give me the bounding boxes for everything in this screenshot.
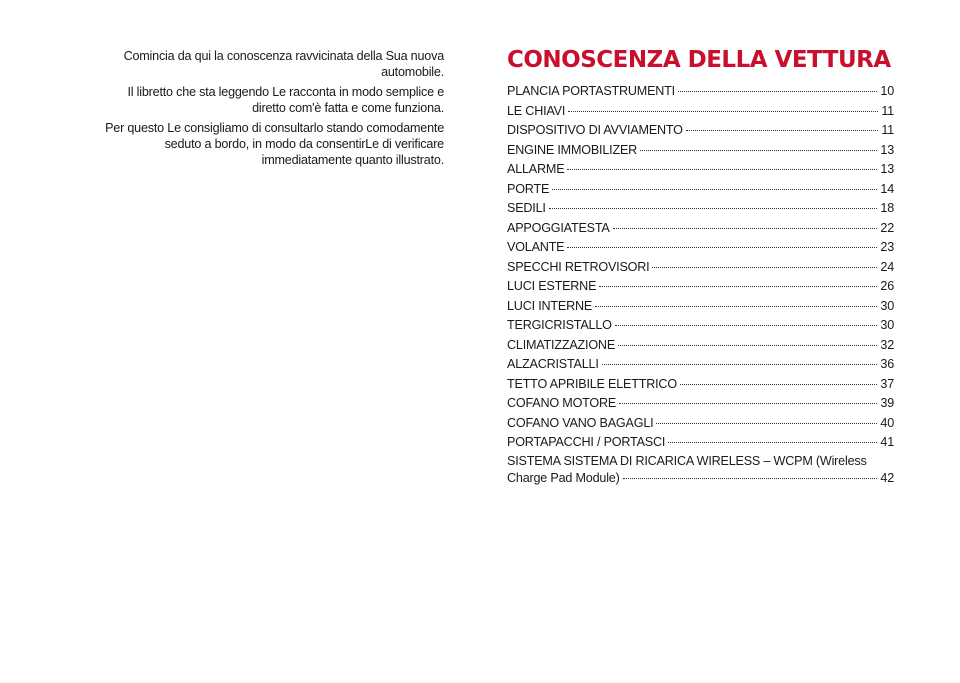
toc-entry-page: 32 <box>880 337 894 352</box>
toc-entry-label: LE CHIAVI <box>507 103 566 118</box>
toc-entry-label: LUCI INTERNE <box>507 298 593 313</box>
toc-entry-porte[interactable] <box>507 180 894 200</box>
toc-entry-portapacchi-portasci[interactable] <box>507 433 894 453</box>
toc-entry-page: 14 <box>880 181 894 196</box>
intro-text <box>100 48 444 172</box>
toc-entry-page: 23 <box>880 240 894 254</box>
toc-entry-page: 10 <box>880 84 894 98</box>
toc-leader-dots <box>623 478 878 479</box>
toc-leader-dots <box>678 91 877 92</box>
toc-entry-label: COFANO VANO BAGAGLI <box>507 415 654 430</box>
toc-entry-page: 13 <box>880 142 894 157</box>
toc-entry-climatizzazione[interactable] <box>507 336 894 356</box>
toc-leader-dots <box>619 403 877 404</box>
toc-entry-page: 36 <box>880 357 894 371</box>
toc-entry-engine-immobilizer[interactable] <box>507 141 894 161</box>
toc-entry-label-line2: Charge Pad Module) <box>507 470 620 485</box>
toc-entry-luci-interne[interactable] <box>507 297 894 317</box>
toc-entry-alzacristalli[interactable] <box>507 355 894 375</box>
toc-entry-label: PORTAPACCHI / PORTASCI <box>507 435 666 449</box>
toc-entry-label: ENGINE IMMOBILIZER <box>507 142 638 157</box>
section-title: CONOSCENZA DELLA VETTURA <box>507 47 891 73</box>
toc-entry-label: SPECCHI RETROVISORI <box>507 259 650 274</box>
toc-leader-dots <box>640 150 877 151</box>
toc-entry-label: ALZACRISTALLI <box>507 357 599 371</box>
toc-entry-label: VOLANTE <box>507 240 565 254</box>
toc-entry-line2 <box>507 470 894 487</box>
toc-leader-dots <box>618 345 877 346</box>
toc-leader-dots <box>568 111 878 112</box>
toc-entry-label: TETTO APRIBILE ELETTRICO <box>507 376 677 391</box>
toc-leader-dots <box>549 208 878 209</box>
toc-entry-page: 40 <box>880 415 894 430</box>
toc-entry-page: 24 <box>880 259 894 274</box>
toc-entry-specchi-retrovisori[interactable] <box>507 258 894 278</box>
toc-entry-sistema-ricarica-wireless[interactable] <box>507 453 894 487</box>
toc-entry-dispositivo-di-avviamento[interactable] <box>507 121 894 141</box>
toc-entry-page: 18 <box>880 201 894 215</box>
toc-entry-allarme[interactable] <box>507 160 894 180</box>
toc-entry-page: 11 <box>881 103 894 118</box>
toc-entry-volante[interactable] <box>507 238 894 258</box>
toc-leader-dots <box>552 189 877 190</box>
toc-leader-dots <box>656 423 877 424</box>
toc-leader-dots <box>595 306 877 307</box>
toc-entry-label: ALLARME <box>507 162 565 176</box>
toc-entry-tetto-apribile-elettrico[interactable] <box>507 375 894 395</box>
toc-entry-page: 30 <box>880 298 894 313</box>
toc-entry-luci-esterne[interactable] <box>507 277 894 297</box>
toc-list <box>507 82 894 487</box>
toc-entry-le-chiavi[interactable] <box>507 102 894 122</box>
toc-entry-page: 30 <box>880 318 894 332</box>
toc-entry-plancia-portastrumenti[interactable] <box>507 82 894 102</box>
toc-entry-label-line1: SISTEMA SISTEMA DI RICARICA WIRELESS – WCPM (Wireless <box>507 453 867 468</box>
intro-paragraph-2: Il libretto che sta leggendo Le racconta in modo semplice e diretto com'è fatta e come funziona. <box>127 85 444 115</box>
table-of-contents <box>507 46 894 487</box>
intro-paragraph-3: Per questo Le consigliamo di consultarlo stando comodamente seduto a bordo, in modo da consentirLe di verificare immediatamente quanto illustrato. <box>105 121 444 167</box>
toc-entry-label: PLANCIA PORTASTRUMENTI <box>507 84 675 98</box>
toc-leader-dots <box>686 130 879 131</box>
toc-leader-dots <box>613 228 878 229</box>
toc-leader-dots <box>567 247 877 248</box>
toc-leader-dots <box>652 267 877 268</box>
toc-entry-label: SEDILI <box>507 201 546 215</box>
toc-leader-dots <box>615 325 878 326</box>
toc-leader-dots <box>599 286 877 287</box>
toc-entry-page: 22 <box>880 220 894 235</box>
toc-entry-cofano-motore[interactable] <box>507 394 894 414</box>
toc-entry-page: 39 <box>880 396 894 410</box>
toc-entry-page: 11 <box>881 123 894 137</box>
toc-entry-sedili[interactable] <box>507 199 894 219</box>
toc-leader-dots <box>680 384 877 385</box>
toc-leader-dots <box>668 442 877 443</box>
toc-entry-label: COFANO MOTORE <box>507 396 617 410</box>
toc-entry-cofano-vano-bagagli[interactable] <box>507 414 894 434</box>
toc-entry-page: 26 <box>880 279 894 293</box>
intro-paragraph-1: Comincia da qui la conoscenza ravvicinata della Sua nuova automobile. <box>123 49 444 79</box>
toc-entry-tergicristallo[interactable] <box>507 316 894 336</box>
toc-entry-label: TERGICRISTALLO <box>507 318 612 332</box>
toc-entry-page: 13 <box>880 162 894 176</box>
toc-entry-page: 42 <box>880 470 894 485</box>
toc-entry-label: PORTE <box>507 181 550 196</box>
toc-entry-page: 41 <box>880 435 894 449</box>
toc-leader-dots <box>602 364 878 365</box>
toc-entry-label: APPOGGIATESTA <box>507 220 610 235</box>
toc-entry-page: 37 <box>880 376 894 391</box>
toc-leader-dots <box>567 169 877 170</box>
toc-entry-label: LUCI ESTERNE <box>507 279 597 293</box>
toc-entry-appoggiatesta[interactable] <box>507 219 894 239</box>
toc-entry-label: CLIMATIZZAZIONE <box>507 337 616 352</box>
toc-entry-label: DISPOSITIVO DI AVVIAMENTO <box>507 123 683 137</box>
